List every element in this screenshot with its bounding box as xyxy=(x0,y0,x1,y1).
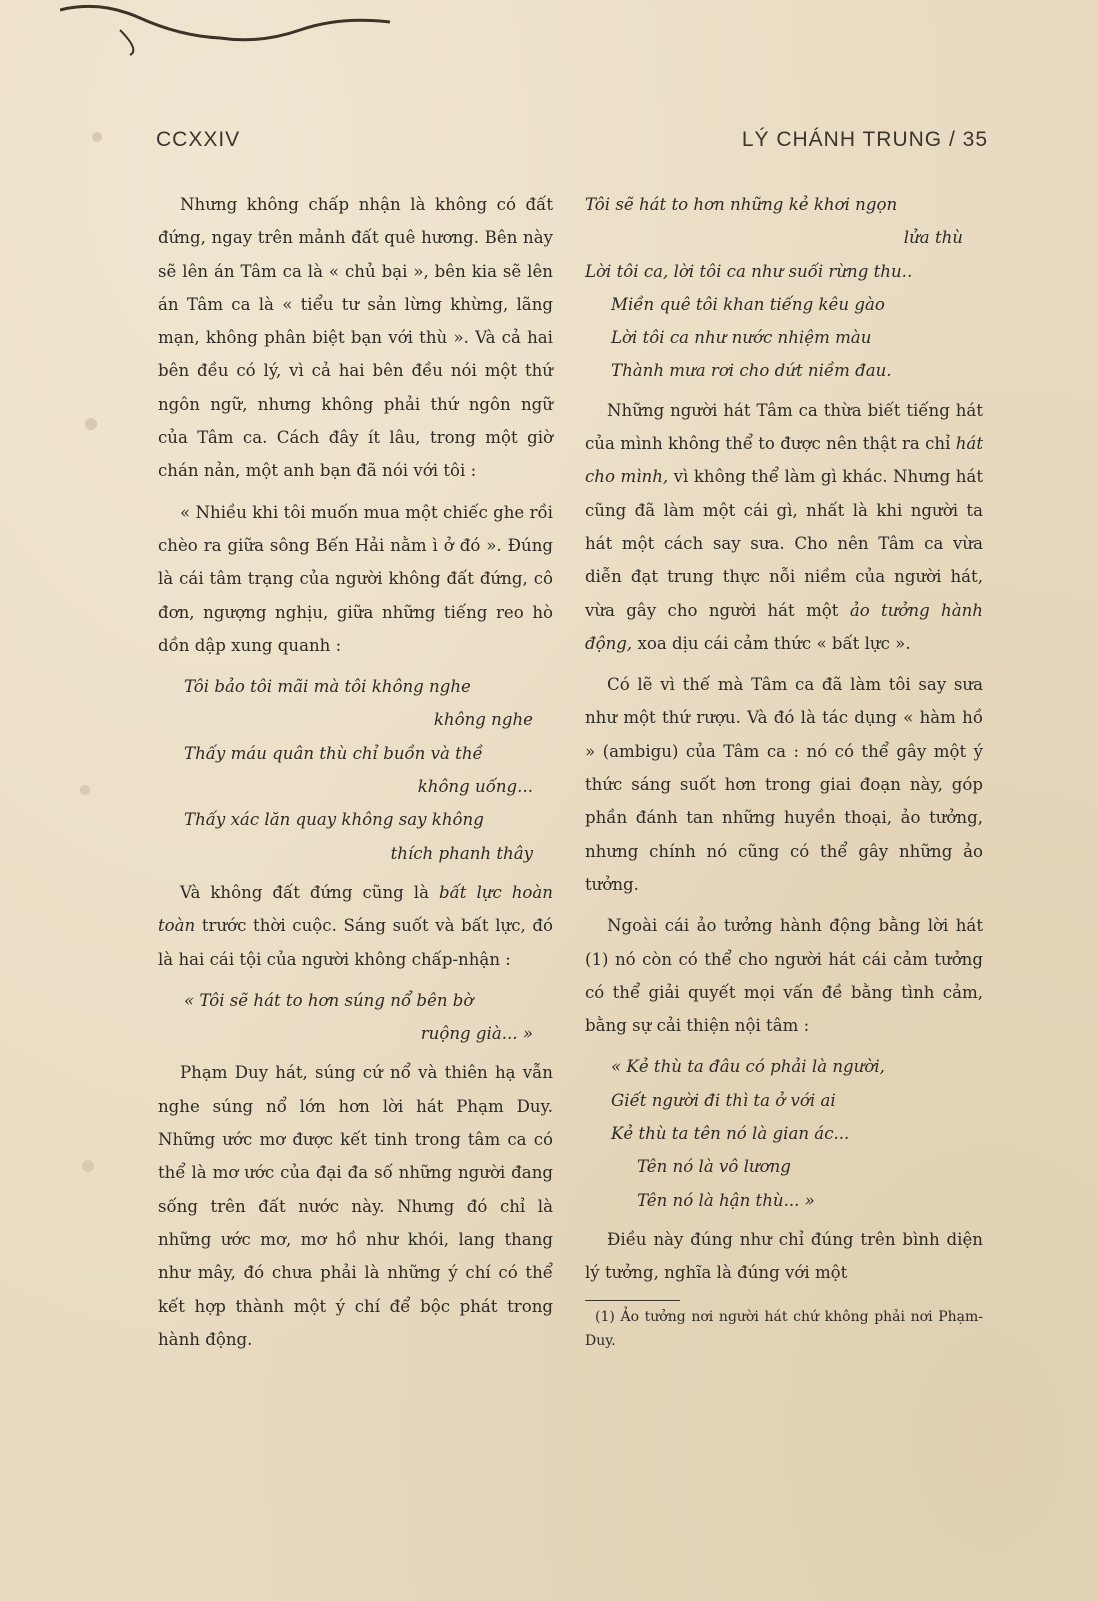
poem-line: Tên nó là hận thù... » xyxy=(637,1190,815,1210)
poem-line: Lời tôi ca, lời tôi ca như suối rừng thu.. xyxy=(585,261,913,281)
poem-line: Tôi sẽ hát to hơn những kẻ khơi ngọn xyxy=(585,195,898,214)
left-column xyxy=(158,188,553,1364)
paragraph: Nhưng không chấp nhận là không có đất đứng, ngay trên mảnh đất quê hương. Bên này sẽ lên án Tâm ca là « chủ bại », bên kia sẽ lên án Tâm ca là « tiểu tư sản lừng khừng, lãng mạn, không phân biệt bạn với thù ». Và cả hai bên đều có lý, vì cả hai bên đều nói một thứ ngôn ngữ, nhưng không phải thứ ngôn ngữ của Tâm ca. Cách đây ít lâu, trong một giờ chán nản, một anh bạn đã nói với tôi : xyxy=(158,195,553,481)
poem-line: lửa thù xyxy=(903,228,963,248)
poem-block xyxy=(585,1050,983,1216)
poem-line: Lời tôi ca như nước nhiệm màu xyxy=(611,328,872,348)
poem-block xyxy=(585,188,983,388)
paragraph: Có lẽ vì thế mà Tâm ca đã làm tôi say sưa như một thứ rượu. Và đó là tác dụng « hàm hồ » (ambigu) của Tâm ca : nó có thể gây một ý thức sáng suốt hơn trong giai đoạn này, góp phần đánh tan những huyền thoại, ảo tưởng, nhưng chính nó cũng có thể gây những ảo tưởng. xyxy=(585,675,983,894)
paragraph: Phạm Duy hát, súng cứ nổ và thiên hạ vẫn nghe súng nổ lớn hơn lời hát Phạm Duy. Những ước mơ được kết tinh trong tâm ca có thể là mơ ước của đại đa số những người đang sống trên đất nước này. Nhưng đó chỉ là những ước mơ, mơ hồ như khói, lang thang như mây, đó chưa phải là những ý chí có thể kết hợp thành một ý chí để bộc phát trong hành động. xyxy=(158,1063,553,1349)
poem-line: Tên nó là vô lương xyxy=(637,1157,791,1177)
paragraph xyxy=(158,876,553,976)
poem-line: Thấy máu quân thù chỉ buồn và thề xyxy=(184,743,483,763)
right-column xyxy=(585,188,983,1353)
paragraph xyxy=(585,394,983,660)
poem-line: Thấy xác lăn quay không say không xyxy=(184,810,484,830)
torn-edge-mark xyxy=(60,0,420,60)
header-right: LÝ CHÁNH TRUNG / 35 xyxy=(741,128,988,151)
paper-spot xyxy=(92,132,102,142)
poem-line: không nghe xyxy=(433,710,533,730)
poem-line: « Tôi sẽ hát to hơn súng nổ bên bờ xyxy=(184,990,474,1010)
poem-line: ruộng già... » xyxy=(420,1024,533,1044)
text-run: trước thời cuộc. Sáng suốt và bất lực, đó là hai cái tội của người không chấp-nhận : xyxy=(158,916,553,969)
paper-spot xyxy=(85,418,97,430)
poem-line: thích phanh thây xyxy=(390,843,533,863)
paragraph: Ngoài cái ảo tưởng hành động bằng lời hát (1) nó còn có thể cho người hát cái cảm tưởng có thể giải quyết mọi vấn đề bằng tình cảm, bằng sự cải thiện nội tâm : xyxy=(585,916,983,1036)
emphasis: bất lực hoàn toàn xyxy=(158,882,553,936)
poem-line: Thành mưa rơi cho dứt niềm đau. xyxy=(611,361,892,381)
poem-block xyxy=(158,984,553,1051)
text-run: xoa dịu cái cảm thức « bất lực ». xyxy=(632,633,911,653)
emphasis: ảo tưởng hành động, xyxy=(585,600,983,653)
poem-line: Giết người đi thì ta ở với ai xyxy=(611,1090,836,1110)
page-header xyxy=(156,128,988,158)
footnote-rule xyxy=(585,1300,680,1301)
poem-line: Miền quê tôi khan tiếng kêu gào xyxy=(611,294,885,314)
poem-line: Tôi bảo tôi mãi mà tôi không nghe xyxy=(184,677,471,697)
paper-spot xyxy=(82,1160,94,1172)
text-run: Và không đất đứng cũng là xyxy=(180,882,439,902)
poem-line: « Kẻ thù ta đâu có phải là người, xyxy=(611,1057,885,1077)
emphasis: hát cho mình, xyxy=(585,434,983,487)
text-run: Những người hát Tâm ca thừa biết tiếng hát của mình không thể to được nên thật ra chỉ xyxy=(585,400,983,454)
poem-line: không uống... xyxy=(417,777,533,797)
paragraph: « Nhiều khi tôi muốn mua một chiếc ghe rồi chèo ra giữa sông Bến Hải nằm ì ở đó ». Đúng là cái tâm trạng của người không đất đứng, cô đơn, ngượng nghịu, giữa những tiếng reo hò dồn dập xung quanh : xyxy=(158,502,553,655)
header-left: CCXXIV xyxy=(156,128,241,151)
footnote: (1) Ảo tưởng nơi người hát chứ không phải nơi Phạm-Duy. xyxy=(585,1308,983,1349)
poem-line: Kẻ thù ta tên nó là gian ác... xyxy=(611,1124,850,1144)
text-run: vì không thể làm gì khác. Nhưng hát cũng đã làm một cái gì, nhất là khi người ta hát một cách say sưa. Cho nên Tâm ca vừa diễn đạt trung thực nỗi niềm của người hát, vừa gây cho người hát một xyxy=(585,467,983,620)
paragraph: Điều này đúng như chỉ đúng trên bình diện lý tưởng, nghĩa là đúng với một xyxy=(585,1229,983,1283)
paper-spot xyxy=(80,785,90,795)
poem-block xyxy=(158,670,553,870)
